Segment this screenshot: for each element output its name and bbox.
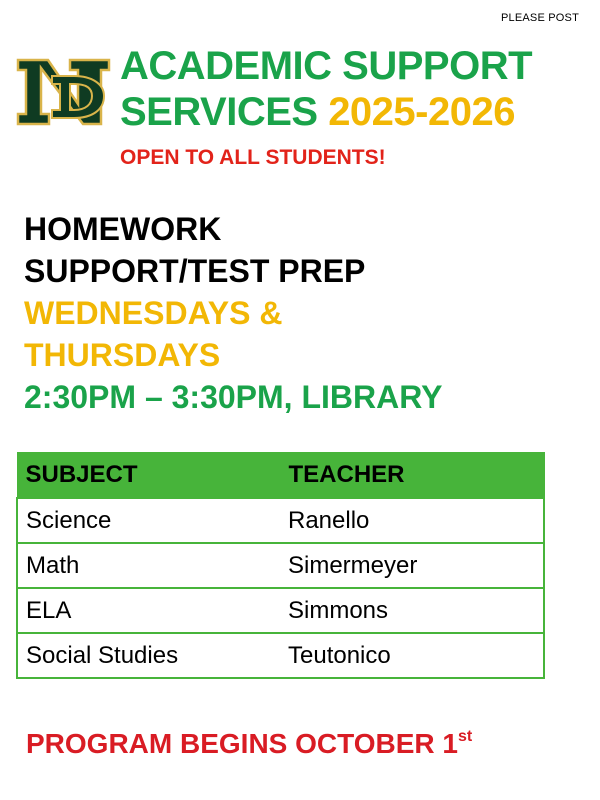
session-line-2: SUPPORT/TEST PREP (24, 253, 366, 289)
teacher-cell: Teutonico (280, 633, 544, 678)
title-services: SERVICES (120, 90, 318, 134)
subject-cell: Science (17, 498, 280, 543)
program-text: PROGRAM BEGINS OCTOBER 1 (26, 728, 458, 759)
table-row (17, 588, 544, 633)
column-header-subject: SUBJECT (17, 453, 280, 499)
session-days-line-1: WEDNESDAYS & (24, 295, 283, 331)
table-row (17, 498, 544, 543)
teacher-cell: Simermeyer (280, 543, 544, 588)
title-year: 2025-2026 (328, 90, 515, 134)
column-header-teacher: TEACHER (280, 453, 544, 499)
table-header-row (17, 453, 544, 499)
session-days-line-2: THURSDAYS (24, 337, 221, 373)
please-post-notice: PLEASE POST (500, 12, 579, 24)
session-time-location: 2:30PM – 3:30PM, LIBRARY (24, 379, 443, 415)
subject-cell: Math (17, 543, 280, 588)
open-to-all-subtitle: OPEN TO ALL STUDENTS! (120, 146, 386, 169)
session-line-1: HOMEWORK (24, 211, 222, 247)
title-line-2 (120, 90, 515, 134)
program-ordinal-suffix: st (457, 728, 473, 745)
subject-cell: Social Studies (17, 633, 280, 678)
subject-teacher-table (16, 452, 545, 679)
teacher-cell: Simmons (280, 588, 544, 633)
nd-logo (12, 50, 115, 134)
teacher-cell: Ranello (280, 498, 544, 543)
session-info (24, 208, 442, 418)
table-row (17, 633, 544, 678)
table-row (17, 543, 544, 588)
program-start-notice (26, 728, 472, 760)
subject-cell: ELA (17, 588, 280, 633)
title-line-1: ACADEMIC SUPPORT (120, 44, 533, 88)
